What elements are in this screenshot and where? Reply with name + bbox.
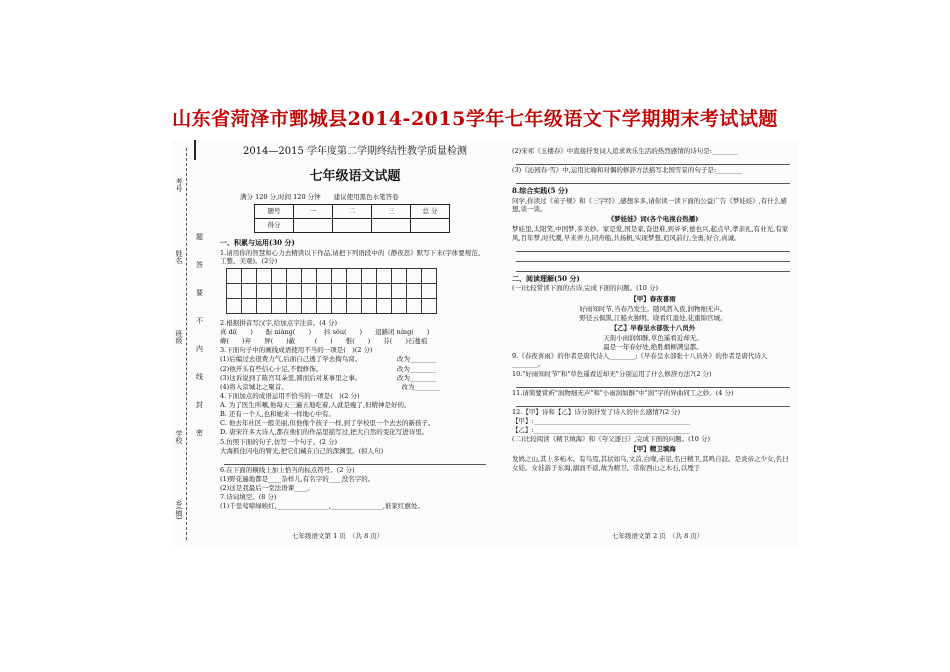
question-text: (1)千里莺啼绿映红,________________,________________,谁家红旗处。 — [220, 502, 424, 511]
score-cell: 题号 — [255, 204, 294, 218]
margin-letter: 封 — [196, 401, 203, 409]
answer-line — [516, 253, 790, 262]
page-2-column — [512, 146, 794, 473]
question-text: (一)比较赏读下面的古诗,完成下面的问题。(10 分) — [512, 284, 659, 293]
answer-prompt: 【乙】:________________________________________________ — [512, 426, 690, 434]
answer-prompt: 【甲】:________________________________________________ — [512, 416, 690, 425]
ad-lyrics: 梦娃里,太阳笑,中国梦,多美妙。家是爱,国是家,奋进难,到爷爷,德也兴,起点早,孝亲礼,有业光,有家风,百年梦,时代潮,早来弄力,同舟船,共扬帆,实现梦想,追风前行,全勇,好合,真诚。 — [512, 225, 789, 242]
question-text: 3.下面句子中的画线成语使用不当的一项是( )(2 分) — [220, 346, 373, 355]
question-text: D. 唐宋许多大诗人,都在他们的作品里描写过,把大自然的变化写进诗里。 — [220, 428, 429, 437]
question-text: (2)这是我最后一堂法语课____。 — [220, 484, 314, 492]
margin-letter: 要 — [196, 289, 203, 297]
score-cell: 得分 — [255, 218, 294, 232]
score-cell: 二 — [333, 204, 372, 218]
margin-letter: 题 — [196, 233, 203, 241]
question-text: 10."好雨知时节"和"草色遥看近却无"分别运用了什么修辞方法?(2 分) — [512, 369, 712, 378]
answer-line — [516, 398, 790, 407]
question-text: B. 还有一个人,也和她来一样地心中有。 — [220, 410, 335, 419]
question-text: (1)野花遍地都是____杂样儿,有名字的____没名字的。 — [220, 474, 375, 483]
answer-line — [224, 456, 486, 465]
score-cell — [333, 218, 372, 232]
cut-line — [186, 148, 187, 540]
question-text: A. 为了医生所嘱,他每天三遍五地吃着,人就是瘦了,但精神是好的。 — [220, 401, 411, 409]
poem-line: 最是一年春好处,绝胜烟柳满皇都。 — [603, 343, 703, 352]
margin-label-town: 乡(镇) — [175, 500, 183, 520]
story-text: 发鸠之山,其上多柘木。有鸟焉,其状如乌,文首,白喙,赤足,名曰精卫,其鸣自詨。是炎帝之少女,名曰女娃。女娃游于东海,溺而不返,故为精卫。常衔西山之木石,以堙于 — [512, 455, 789, 472]
writing-grid — [226, 269, 490, 314]
question-text: 11.请简要赏析"润物细无声"和"小雨润如酥"中"润"字的异曲同工之妙。(4 分) — [512, 388, 734, 397]
ad-title: 《梦娃娃》词(各个电视台热播) — [607, 215, 699, 224]
margin-letter: 不 — [196, 317, 203, 325]
score-cell: 总 分 — [411, 204, 450, 218]
question-text: 5.仿照下面的句子,仿写一个句子。(2 分) — [220, 437, 338, 446]
question-text: (二)比较阅读《精卫填海》和《夸父逐日》,完成下面的问题。(10 分) — [512, 435, 711, 444]
section-heading: 一、积累与运用(30 分) — [220, 237, 295, 247]
question-text: 12.【甲】诗和【乙】诗分别抒发了诗人的什么感情?(2 分) — [512, 407, 681, 416]
question-text: (1)后编过去很费力气,后面自己透了学去掏鸟窝。 改为________ — [220, 355, 437, 364]
question-text: 2.根据拼音写汉字,给加点字注音。(4 分) — [220, 318, 338, 327]
score-cell: 一 — [294, 204, 333, 218]
answer-line — [516, 156, 790, 165]
poem-line: 天街小雨润如酥,草色遥看近却无。 — [603, 334, 703, 342]
margin-letter: 内 — [196, 345, 203, 353]
page-2-footer: 七年级语文第 2 页 （共 8 页） — [612, 532, 704, 540]
answer-line — [516, 243, 790, 252]
poem-line: 野径云俱黑,江船火独明。晓看红湿处,花重锦官城。 — [579, 313, 727, 322]
question-text: 4.下面加点的成语运用不恰当的一项是( )(2 分) — [220, 391, 360, 400]
page-1-column — [220, 146, 490, 511]
page-1-footer: 七年级语文第 1 页 （共 8 页） — [292, 532, 384, 540]
exam-title: 七年级语文试题 — [309, 168, 401, 184]
document-title: 山东省菏泽市鄄城县2014-2015学年七年级语文下学期期末考试试题 — [172, 108, 778, 130]
binding-mark — [194, 140, 196, 160]
question-text: 6.在下面的横线上加上恰当的标点符号。(2 分) — [220, 465, 355, 474]
answer-line — [516, 379, 790, 388]
poem-line: 好雨知时节,当春乃发生。随风潜入夜,润物细无声。 — [579, 304, 727, 313]
question-text: 9.《春夜喜雨》的作者是唐代诗人________;《早春呈水部张十八员外》的作者是唐代诗人________。 — [512, 352, 768, 369]
story-title: 【甲】精卫填海 — [630, 445, 676, 454]
margin-letter: 线 — [196, 373, 203, 381]
answer-line — [516, 263, 790, 272]
exam-info: 满分 120 分,时间 120 分钟 建议使用黑色水笔答卷 — [240, 192, 399, 201]
margin-letter: 密 — [196, 429, 203, 437]
binding-margin — [172, 140, 204, 546]
poem-title: 【甲】春夜喜雨 — [630, 294, 676, 303]
section-heading: 二、阅读理解(50 分) — [512, 273, 580, 283]
exam-header: 2014—2015 学年度第二学期终结性教学质量检测 — [242, 146, 468, 157]
question-text: 7.诗词填空。(8 分) — [220, 493, 277, 502]
margin-label-name: 姓名 — [175, 250, 183, 264]
question-text: (2)宋祁《玉楼春》中直接抒发词人追求欢乐生活的热烈感情的诗句是:________ — [512, 147, 738, 155]
question-text: (4)将入京城北之聚首。 改为________ — [220, 382, 441, 391]
question-text: 8.综合实践(5 分) — [512, 186, 569, 196]
poem-title: 【乙】早春呈水部张十八员外 — [610, 323, 696, 332]
question-text: C. 他去年社区一般美丽,但他像个孩子一样,到了学校里一个去去的新孩子。 — [220, 419, 435, 428]
question-text: 真 dí( ) 酝 niàng( ) 抖 sǒu( ) 退路闭 níng( ) — [220, 328, 430, 336]
question-text: 大海抓住闪电的臂光,把它们藏在自己的深渊里。(拟人句) — [220, 446, 384, 455]
margin-letter: 答 — [196, 261, 203, 269]
answer-line — [516, 175, 790, 184]
score-table — [254, 204, 450, 233]
question-text: (2)他开头有些信心十足,不假修饰。 改为________ — [220, 364, 437, 373]
score-cell — [294, 218, 333, 232]
margin-label-school: 学校 — [175, 430, 183, 444]
scanned-exam-paper — [172, 140, 798, 546]
margin-label-class: 班级 — [175, 330, 183, 344]
margin-label-kaohao: 考号 — [175, 178, 183, 192]
question-text: 1.请用你的智慧和心力去精读以下作品,请把下列语段中的《静夜思》默写下来(字体要规范、工整、美观)。(2分) — [220, 248, 485, 265]
score-cell — [372, 218, 411, 232]
question-text: 瘠( )弃 屏( )蔽 ( ) 惟( ) 芬( )石蔓痕 — [220, 337, 428, 346]
question-text: (3)这诉说到了陈宫耳朵里,圆而后对某事里之事。 改为________ — [220, 373, 437, 382]
question-text: (3)《沁园春·雪》中,运用比喻和对偶的修辞方法描写北国雪景的句子是:________ — [512, 166, 743, 175]
score-cell — [411, 218, 450, 232]
question-text: 同学,你读过《弟子规》和《三字经》,感想多多,请你读一读下面的公益广告《梦娃娃》,有什么感想,谈一谈。 — [512, 197, 787, 214]
score-cell: 三 — [372, 204, 411, 218]
